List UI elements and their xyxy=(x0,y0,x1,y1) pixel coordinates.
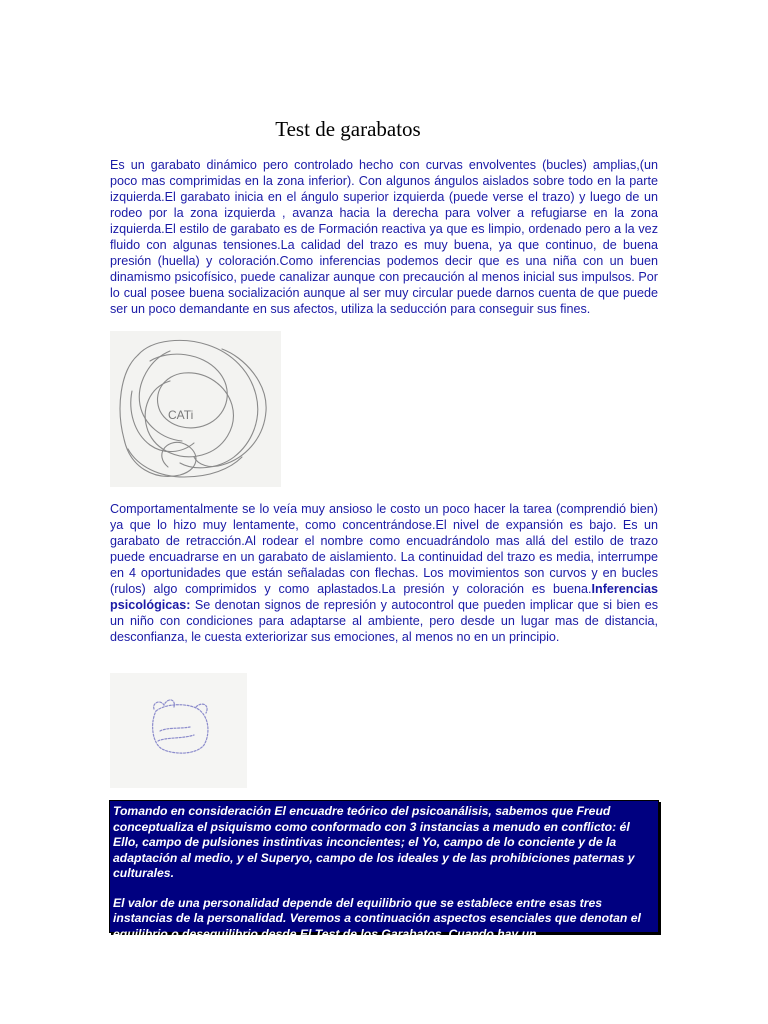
scribble-stroke xyxy=(154,700,175,709)
page-title: Test de garabatos xyxy=(275,117,421,141)
scribble-stroke xyxy=(158,735,194,741)
analysis-paragraph-2 xyxy=(110,501,658,645)
box-paragraph-2: El valor de una personalidad depende del equilibrio que se establece entre esas tres instancias de la personalidad. Veremos a continuación aspectos esenciales que denotan el equilibrio o desequilibrio desde El Test de los Garabatos. Cuando hay un xyxy=(113,895,641,941)
scribble-drawing-1 xyxy=(110,331,281,487)
scribble-drawing-2-svg xyxy=(110,673,247,788)
scribble-stroke xyxy=(153,705,208,753)
highlighted-text-box xyxy=(109,800,659,941)
box-paragraph-1: Tomando en consideración El encuadre teórico del psicoanálisis, sabemos que Freud conceptualiza el psiquismo como conformado con 3 instancias a menudo en conflicto: él Ello, campo de pulsiones instintivas inconcientes; el Yo, campo de lo conciente y de la adaptación al medio, y el Superyo, campo de los ideales y de las prohibiciones paternas y culturales. xyxy=(113,804,635,880)
scribble-1-label: CATi xyxy=(168,408,194,422)
analysis-paragraph-2-text: Comportamentalmente se lo veía muy ansioso le costo un poco hacer la tarea (comprendió bien) ya que lo hizo muy lentamente, como concentrándose.El nivel de expansión es bajo. Es un garabato de retracción.Al rodear el nombre como encuadrándolo mas allá del estilo de trazo puede encuadrarse en un garabato de aislamiento. La continuidad del trazo es media, interrumpe en 4 oportunidades que están señaladas con flechas. Los movimientos son curvos y en bucles (rulos) algo comprimidos y como aplastados.La presión y coloración es buena. xyxy=(110,502,658,596)
scribble-drawing-1-svg xyxy=(110,331,281,487)
analysis-paragraph-1: Es un garabato dinámico pero controlado hecho con curvas envolventes (bucles) amplias,(un poco mas comprimidas en la zona inferior). Con algunos ángulos aislados sobre todo en la parte izquierda.El garabato inicia en el ángulo superior izquierda (puede verse el trazo) y luego de un rodeo por la zona izquierda , avanza hacia la derecha para volver a refugiarse en la zona izquierda.El estilo de garabato es de Formación reactiva ya que es limpio, ordenado pero a la vez fluido con algunas tensiones.La calidad del trazo es muy buena, ya que continuo, de buena presión (huella) y coloración.Como inferencias podemos decir que es una niña con un buen dinamismo psicofísico, puede canalizar aunque con precaución al menos inicial sus impulsos. Por lo cual posee buena socialización aunque al ser muy circular puede darnos cuenta de que puede ser un poco demandante en sus afectos, utiliza la seducción para conseguir sus fines. xyxy=(110,158,658,316)
inferences-heading: Inferencias psicológicas: xyxy=(110,582,658,612)
scribble-stroke xyxy=(139,351,182,441)
analysis-paragraph-2-text-continued: Se denotan signos de represión y autocontrol que pueden implicar que si bien es un niño con condiciones para adaptarse al ambiente, pero desde un lugar mas de distancia, desconfianza, le cuesta exteriorizar sus emociones, al menos no en un principio. xyxy=(110,598,658,644)
scribble-drawing-2 xyxy=(110,673,247,788)
scribble-stroke xyxy=(160,727,190,731)
scribble-stroke xyxy=(194,349,266,467)
